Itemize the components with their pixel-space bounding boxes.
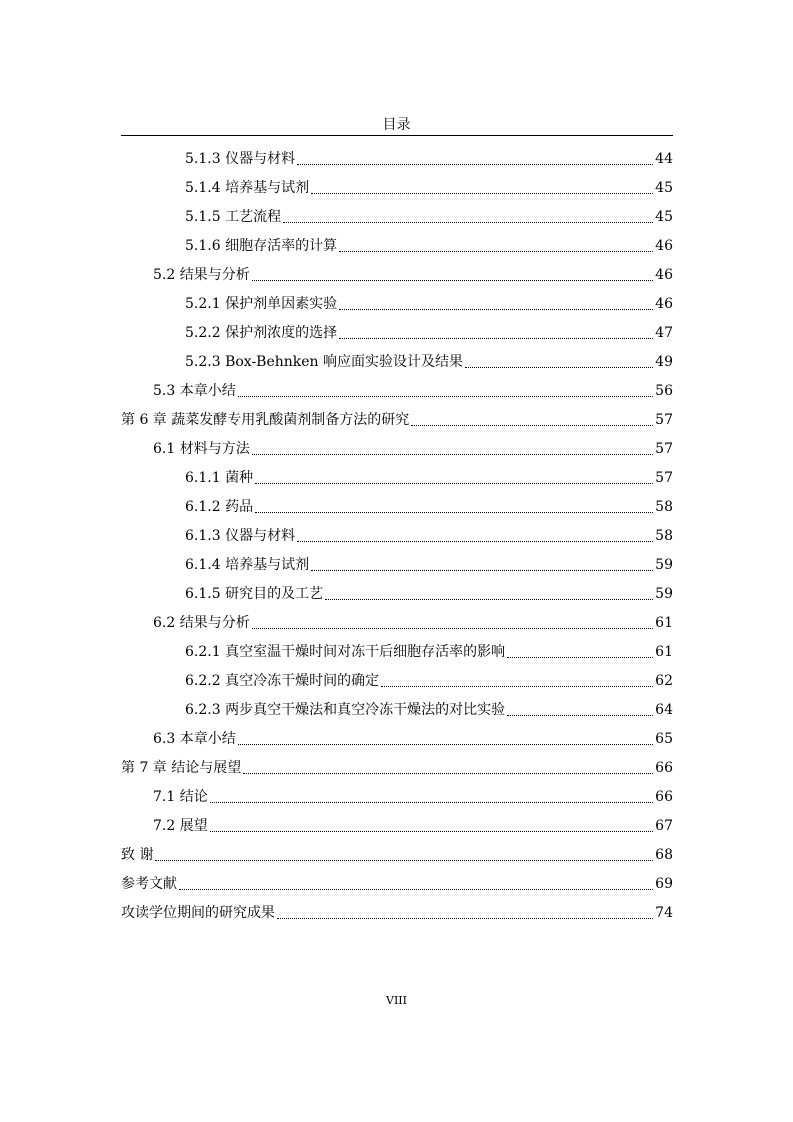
toc-entry-page: 65 [655, 731, 673, 747]
page-number: VIII [386, 994, 407, 1007]
header-rule [121, 135, 673, 136]
toc-entry-page: 46 [655, 238, 673, 254]
toc-entry[interactable] [121, 461, 673, 490]
toc-entry-page: 62 [655, 673, 673, 689]
toc-dot-leader [297, 164, 653, 165]
toc-entry-label: 6.1.3 仪器与材料 [185, 528, 296, 544]
toc-dot-leader [252, 454, 653, 455]
toc-entry[interactable] [121, 490, 673, 519]
toc-entry-label: 参考文献 [121, 876, 177, 892]
toc-entry-label: 5.1.3 仪器与材料 [185, 151, 296, 167]
toc-entry-page: 58 [655, 499, 673, 515]
toc-entry-label: 6.1.4 培养基与试剂 [185, 557, 310, 573]
toc-entry-label: 6.1.2 药品 [185, 499, 254, 515]
toc-entry-label: 致 谢 [121, 847, 154, 863]
toc-dot-leader [155, 860, 653, 861]
toc-entry-label: 5.2.1 保护剂单因素实验 [185, 296, 338, 312]
toc-entry[interactable] [121, 287, 673, 316]
toc-entry-label: 6.2.2 真空冷冻干燥时间的确定 [185, 673, 380, 689]
toc-entry[interactable] [121, 867, 673, 896]
toc-entry-page: 46 [655, 267, 673, 283]
toc-entry-page: 69 [655, 876, 673, 892]
toc-entry-label: 6.2.1 真空室温干燥时间对冻干后细胞存活率的影响 [185, 644, 506, 660]
toc-dot-leader [238, 744, 653, 745]
toc-entry[interactable] [121, 519, 673, 548]
toc-entry[interactable] [121, 345, 673, 374]
toc-dot-leader [283, 222, 653, 223]
toc-dot-leader [179, 889, 653, 890]
toc-entry-page: 45 [655, 180, 673, 196]
toc-dot-leader [210, 802, 653, 803]
toc-entry-label: 7.2 展望 [153, 818, 208, 834]
toc-dot-leader [311, 570, 653, 571]
toc-entry[interactable] [121, 838, 673, 867]
toc-entry-page: 59 [655, 586, 673, 602]
toc-entry-label: 第 7 章 结论与展望 [121, 760, 242, 776]
toc-entry[interactable] [121, 896, 673, 925]
toc-entry-label: 5.2 结果与分析 [153, 267, 250, 283]
toc-dot-leader [325, 599, 653, 600]
toc-entry[interactable] [121, 258, 673, 287]
page-title: 目录 [382, 117, 411, 133]
toc-dot-leader [339, 338, 653, 339]
toc-dot-leader [381, 686, 653, 687]
toc-entry-label: 5.2.2 保护剂浓度的选择 [185, 325, 338, 341]
toc-entry-page: 45 [655, 209, 673, 225]
toc-dot-leader [210, 831, 653, 832]
toc-entry[interactable] [121, 722, 673, 751]
toc-entry-label: 5.3 本章小结 [153, 383, 236, 399]
toc-entry[interactable] [121, 664, 673, 693]
toc-entry-page: 57 [655, 441, 673, 457]
toc-entry-page: 57 [655, 412, 673, 428]
toc-entry-label: 6.1 材料与方法 [153, 441, 250, 457]
toc-dot-leader [465, 367, 653, 368]
toc-entry-page: 68 [655, 847, 673, 863]
toc-entry-label: 第 6 章 蔬菜发酵专用乳酸菌剂制备方法的研究 [121, 412, 410, 428]
toc-entry[interactable] [121, 635, 673, 664]
toc-entry[interactable] [121, 577, 673, 606]
toc-dot-leader [255, 512, 653, 513]
toc-dot-leader [277, 918, 653, 919]
toc-dot-leader [243, 773, 653, 774]
toc-entry-page: 58 [655, 528, 673, 544]
toc-dot-leader [411, 425, 653, 426]
toc-entry[interactable] [121, 432, 673, 461]
toc-entry-page: 61 [655, 644, 673, 660]
table-of-contents [121, 142, 673, 925]
toc-dot-leader [255, 483, 653, 484]
toc-entry-page: 44 [655, 151, 673, 167]
toc-entry-label: 攻读学位期间的研究成果 [121, 905, 275, 921]
toc-dot-leader [507, 715, 653, 716]
toc-entry[interactable] [121, 751, 673, 780]
toc-entry-label: 6.1.5 研究目的及工艺 [185, 586, 324, 602]
toc-entry-page: 61 [655, 615, 673, 631]
toc-dot-leader [297, 541, 653, 542]
toc-entry-page: 47 [655, 325, 673, 341]
toc-entry[interactable] [121, 809, 673, 838]
toc-entry[interactable] [121, 229, 673, 258]
toc-dot-leader [238, 396, 653, 397]
toc-entry-label: 5.1.4 培养基与试剂 [185, 180, 310, 196]
toc-entry-page: 67 [655, 818, 673, 834]
toc-dot-leader [252, 280, 653, 281]
toc-entry-label: 7.1 结论 [153, 789, 208, 805]
toc-entry[interactable] [121, 548, 673, 577]
toc-entry-label: 5.2.3 Box-Behnken 响应面实验设计及结果 [185, 354, 464, 370]
toc-entry[interactable] [121, 606, 673, 635]
toc-dot-leader [339, 309, 653, 310]
toc-entry-label: 5.1.6 细胞存活率的计算 [185, 238, 338, 254]
toc-entry-page: 49 [655, 354, 673, 370]
toc-entry-label: 6.2.3 两步真空干燥法和真空冷冻干燥法的对比实验 [185, 702, 506, 718]
toc-dot-leader [339, 251, 653, 252]
toc-entry-page: 57 [655, 470, 673, 486]
toc-entry[interactable] [121, 316, 673, 345]
toc-entry[interactable] [121, 780, 673, 809]
toc-entry[interactable] [121, 374, 673, 403]
toc-entry-page: 59 [655, 557, 673, 573]
toc-dot-leader [252, 628, 653, 629]
toc-entry[interactable] [121, 403, 673, 432]
toc-entry-page: 66 [655, 789, 673, 805]
toc-entry[interactable] [121, 171, 673, 200]
toc-dot-leader [507, 657, 653, 658]
toc-entry-page: 64 [655, 702, 673, 718]
toc-entry[interactable] [121, 693, 673, 722]
toc-entry[interactable] [121, 200, 673, 229]
toc-entry-page: 46 [655, 296, 673, 312]
toc-entry-label: 5.1.5 工艺流程 [185, 209, 282, 225]
toc-entry-page: 56 [655, 383, 673, 399]
toc-entry-page: 74 [655, 905, 673, 921]
toc-entry-label: 6.3 本章小结 [153, 731, 236, 747]
toc-dot-leader [311, 193, 653, 194]
toc-entry-page: 66 [655, 760, 673, 776]
toc-entry[interactable] [121, 142, 673, 171]
toc-entry-label: 6.1.1 菌种 [185, 470, 254, 486]
toc-entry-label: 6.2 结果与分析 [153, 615, 250, 631]
